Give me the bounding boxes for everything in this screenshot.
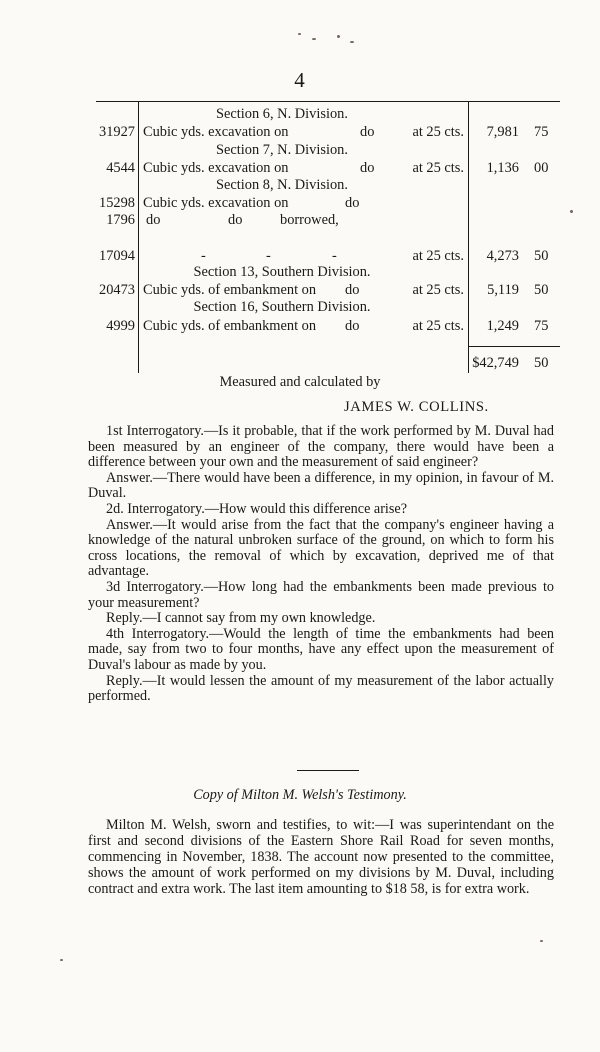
ledger-quantity: 17094 bbox=[99, 248, 135, 264]
section-divider bbox=[297, 770, 359, 771]
answer-paragraph: Reply.—I cannot say from my own knowledge. bbox=[106, 610, 376, 627]
ledger-amount-cents: 75 bbox=[534, 318, 549, 334]
ledger-quantity: 4544 bbox=[106, 160, 135, 176]
total-rule bbox=[468, 346, 560, 347]
section-heading: Section 13, Southern Division. bbox=[193, 264, 371, 280]
ledger-rate: at 25 cts. bbox=[412, 160, 464, 176]
interrogatory-paragraph: 1st Interrogatory.—Is it probable, that if the work performed by M. Duval had been measured by an engineer of the company, there would have been a difference between your own and the measurement of said engineer? bbox=[88, 423, 554, 471]
ledger-quantity: 20473 bbox=[99, 282, 135, 298]
ledger-amount-cents: 00 bbox=[534, 160, 549, 176]
testimony-paragraph: Milton M. Welsh, sworn and testifies, to wit:—I was superintendant on the first and second divisions of the Eastern Shore Rail Road for seven months, commencing in November, 1838. The account now presented to the committee, shows the amount of work performed on my divisions by M. Duval, including contract and extra work. The last item amounting to $18 58, is for extra work. bbox=[88, 817, 554, 897]
answer-paragraph: Answer.—It would arise from the fact that the company's engineer having a knowledge of the natural unbroken surface of the ground, on which to form his cross locations, the removal of which by excavation, deprived me of that advantage. bbox=[88, 516, 554, 580]
ledger-description: Cubic yds. excavation on bbox=[143, 124, 289, 140]
ledger-rate: at 25 cts. bbox=[412, 248, 464, 264]
amount-column-rule bbox=[468, 101, 469, 373]
testimony-heading: Copy of Milton M. Welsh's Testimony. bbox=[193, 787, 407, 803]
section-heading: Section 6, N. Division. bbox=[216, 106, 348, 122]
ledger-description: Cubic yds. of embankment on bbox=[143, 282, 317, 298]
ledger-amount-dollars: 1,136 bbox=[486, 160, 519, 176]
ledger-rate: at 25 cts. bbox=[412, 124, 464, 140]
ink-speck bbox=[60, 959, 63, 961]
ledger-ditto: - bbox=[332, 248, 337, 264]
ledger-amount-dollars: 1,249 bbox=[486, 318, 519, 334]
section-heading: Section 8, N. Division. bbox=[216, 177, 348, 193]
section-heading: Section 16, Southern Division. bbox=[193, 299, 371, 315]
ledger-description: borrowed, bbox=[280, 212, 339, 228]
ledger-ditto: do bbox=[345, 195, 360, 211]
page-number: 4 bbox=[294, 68, 306, 92]
ledger-description: Cubic yds. excavation on bbox=[143, 195, 289, 211]
ledger-amount-cents: 50 bbox=[534, 282, 549, 298]
ledger-amount-dollars: 7,981 bbox=[486, 124, 519, 140]
ledger-amount-cents: 75 bbox=[534, 124, 549, 140]
ledger-ditto: do bbox=[345, 318, 360, 334]
ledger-top-rule bbox=[96, 101, 560, 102]
ink-speck bbox=[337, 35, 340, 38]
ink-speck bbox=[312, 38, 316, 40]
ledger-ditto: do bbox=[360, 124, 375, 140]
ink-speck bbox=[350, 41, 354, 43]
answer-paragraph: Reply.—It would lessen the amount of my measurement of the labor actually performed. bbox=[88, 672, 554, 705]
ledger-total-cents: 50 bbox=[534, 355, 549, 371]
ledger-quantity: 15298 bbox=[99, 195, 135, 211]
section-heading: Section 7, N. Division. bbox=[216, 142, 348, 158]
signer-name: JAMES W. COLLINS. bbox=[344, 399, 489, 415]
ledger-total-dollars: $42,749 bbox=[472, 355, 519, 371]
ledger-ditto: do bbox=[360, 160, 375, 176]
ledger-amount-cents: 50 bbox=[534, 248, 549, 264]
ledger-ditto: do bbox=[228, 212, 243, 228]
ink-speck bbox=[540, 940, 543, 942]
ledger-rate: at 25 cts. bbox=[412, 282, 464, 298]
answer-paragraph: Answer.—There would have been a difference, in my opinion, in favour of M. Duval. bbox=[88, 469, 554, 502]
ink-speck bbox=[570, 210, 573, 213]
ledger-description: Cubic yds. of embankment on bbox=[143, 318, 317, 334]
measured-by-line: Measured and calculated by bbox=[219, 374, 381, 390]
testimony-block bbox=[88, 817, 554, 897]
ledger-ditto: - bbox=[266, 248, 271, 264]
ledger-amount-dollars: 4,273 bbox=[486, 248, 519, 264]
ledger-quantity: 4999 bbox=[106, 318, 135, 334]
ledger-quantity: 1796 bbox=[106, 212, 135, 228]
interrogatory-paragraph: 2d. Interrogatory.—How would this difference arise? bbox=[106, 500, 407, 517]
ledger-ditto: - bbox=[201, 248, 206, 264]
measurement-ledger bbox=[96, 101, 560, 375]
ink-speck bbox=[298, 33, 301, 35]
ledger-ditto: do bbox=[146, 212, 161, 228]
ledger-ditto: do bbox=[345, 282, 360, 298]
interrogatory-paragraph: 3d Interrogatory.—How long had the embankments been made previous to your measurement? bbox=[88, 578, 554, 611]
ledger-quantity: 31927 bbox=[99, 124, 135, 140]
ledger-description: Cubic yds. excavation on bbox=[143, 160, 289, 176]
ledger-amount-dollars: 5,119 bbox=[487, 282, 519, 298]
interrogatory-paragraph: 4th Interrogatory.—Would the length of time the embankments had been made, say from two to four months, have any effect upon the measurement of Duval's labour as made by you. bbox=[88, 625, 554, 673]
ledger-rate: at 25 cts. bbox=[412, 318, 464, 334]
interrogatory-block bbox=[88, 424, 554, 705]
